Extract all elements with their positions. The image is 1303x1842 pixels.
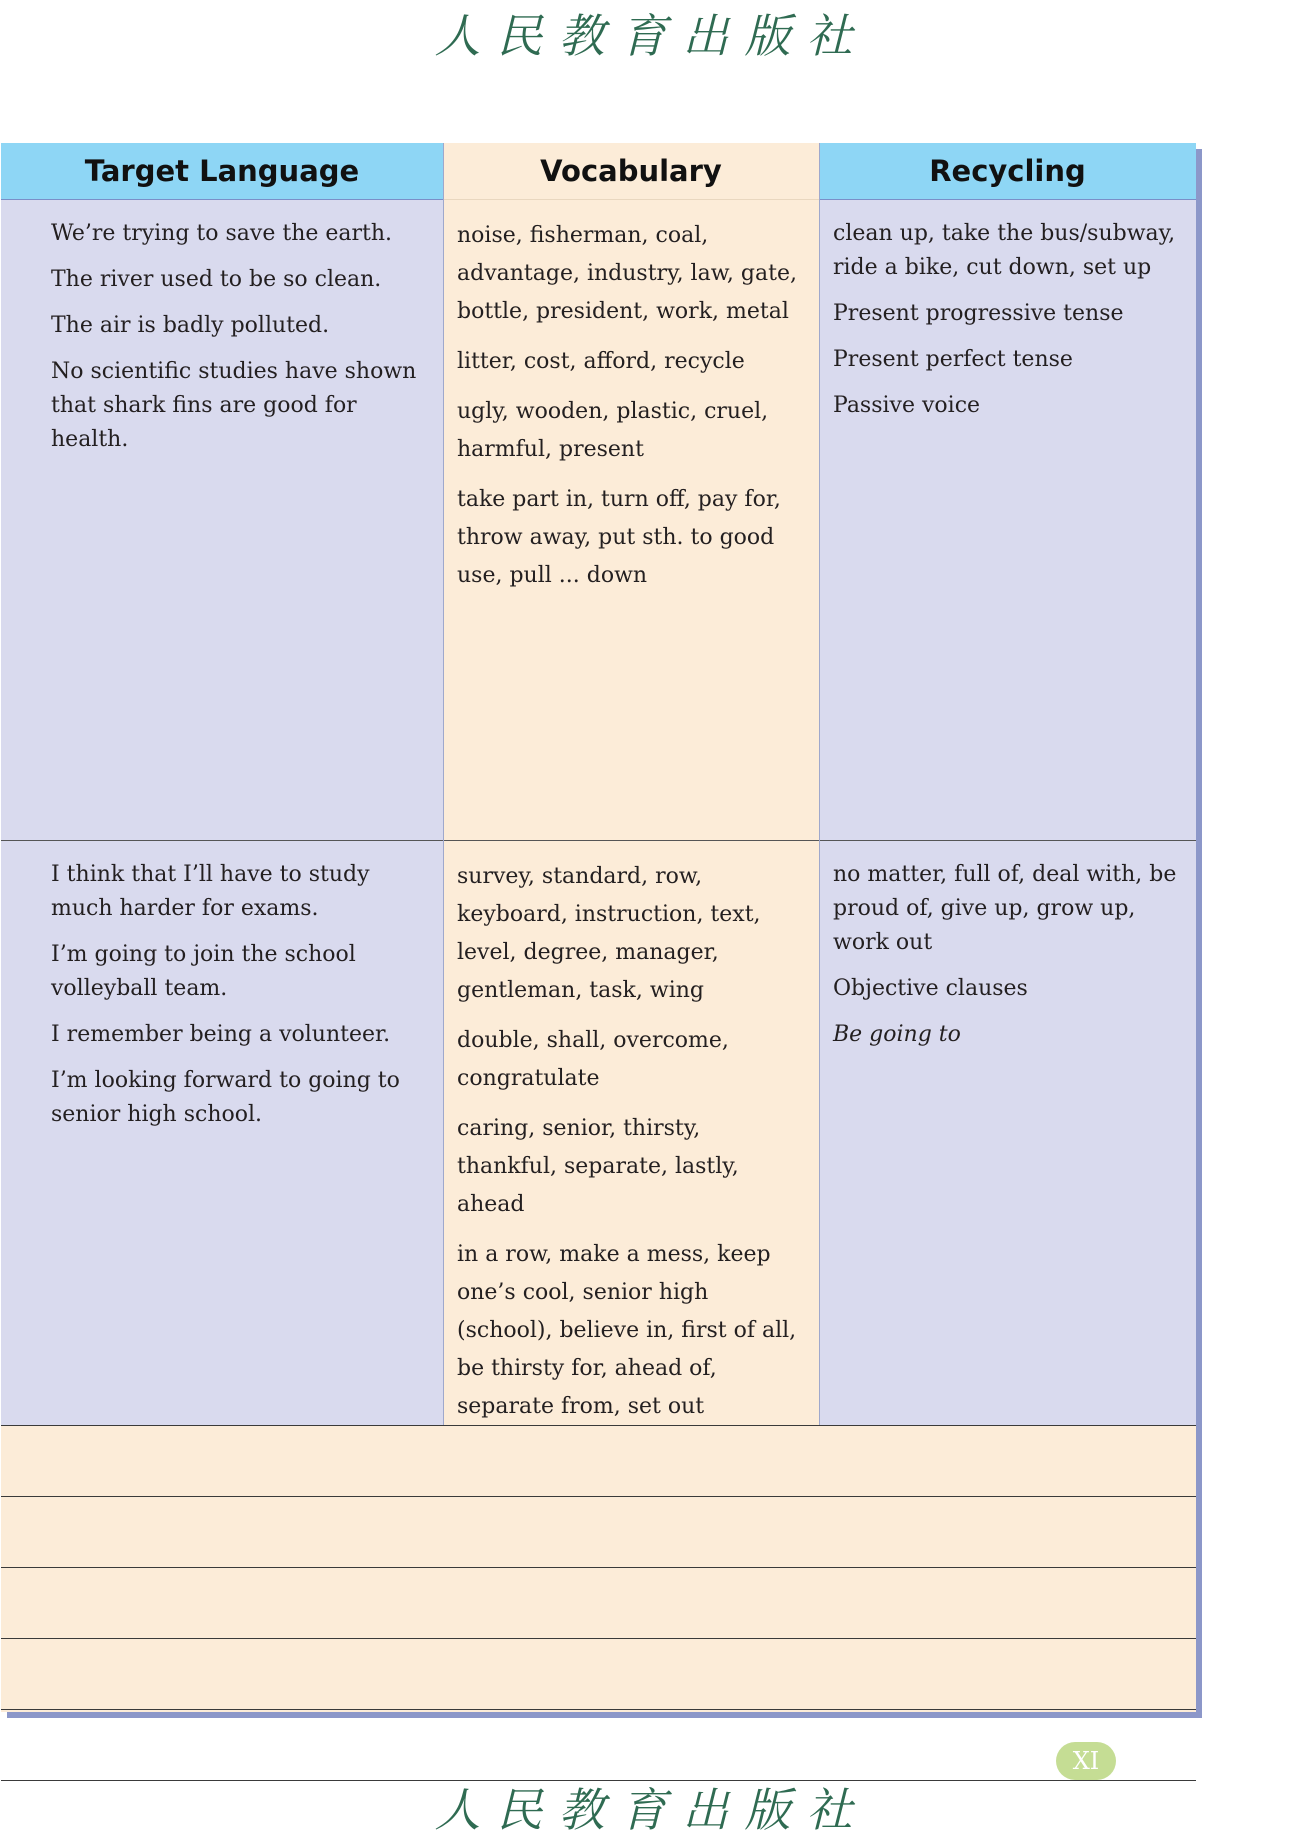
row2-target-language — [1, 841, 443, 1425]
list-item: Objective clauses — [833, 976, 1028, 1001]
writing-line — [1, 1496, 1196, 1497]
list-item: Present progressive tense — [833, 301, 1124, 326]
header-target-language: Target Language — [1, 143, 443, 201]
list-item: in a row, make a mess, keep one’s cool, senior high (school), believe in, first of all, be thirsty for, ahead of, separate from, set out — [457, 1242, 797, 1419]
list-item: I’m going to join the school volleyball team. — [51, 942, 356, 1001]
list-item: noise, fisherman, coal, advantage, industry, law, gate, bottle, president, work, metal — [457, 223, 797, 324]
header-vocabulary: Vocabulary — [443, 143, 819, 201]
page-number-badge: XI — [1056, 1742, 1116, 1780]
row1-recycling — [819, 200, 1196, 840]
list-item: double, shall, overcome, congratulate — [457, 1028, 729, 1091]
writing-line — [1, 1638, 1196, 1639]
list-item: I think that I’ll have to study much harder for exams. — [51, 862, 370, 921]
list-item: caring, senior, thirsty, thankful, separate, lastly, ahead — [457, 1116, 739, 1217]
list-item: The river used to be so clean. — [51, 267, 382, 292]
row1-target-language — [1, 200, 443, 840]
list-item: Be going to — [833, 1022, 961, 1047]
list-item: clean up, take the bus/subway, ride a bike, cut down, set up — [833, 221, 1176, 280]
list-item: ugly, wooden, plastic, cruel, harmful, present — [457, 399, 769, 462]
list-item: Present perfect tense — [833, 347, 1073, 372]
header-recycling: Recycling — [819, 143, 1196, 201]
publisher-logo-bottom: 人民教育出版社 — [434, 1783, 869, 1837]
list-item: survey, standard, row, keyboard, instruction, text, level, degree, manager, gentleman, task, wing — [457, 864, 761, 1003]
list-item: no matter, full of, deal with, be proud of, give up, grow up, work out — [833, 862, 1177, 955]
row2-vocabulary — [443, 841, 819, 1425]
column-divider — [819, 143, 820, 1425]
row2-recycling — [819, 841, 1196, 1425]
list-item: The air is badly polluted. — [51, 313, 330, 338]
publisher-logo-top: 人民教育出版社 — [434, 9, 869, 63]
list-item: litter, cost, afford, recycle — [457, 349, 745, 374]
list-item: I’m looking forward to going to senior high school. — [51, 1068, 400, 1127]
row1-vocabulary — [443, 200, 819, 840]
list-item: We’re trying to save the earth. — [51, 221, 393, 246]
unit-overview-table — [1, 143, 1196, 1712]
list-item: No scientific studies have shown that shark fins are good for health. — [51, 359, 417, 452]
writing-line — [1, 1709, 1196, 1710]
table-body — [1, 143, 1196, 1712]
column-divider — [443, 143, 444, 1425]
list-item: I remember being a volunteer. — [51, 1022, 391, 1047]
writing-line — [1, 1425, 1196, 1426]
writing-line — [1, 1567, 1196, 1568]
list-item: take part in, turn off, pay for, throw away, put sth. to good use, pull ... down — [457, 487, 781, 588]
list-item: Passive voice — [833, 393, 981, 418]
